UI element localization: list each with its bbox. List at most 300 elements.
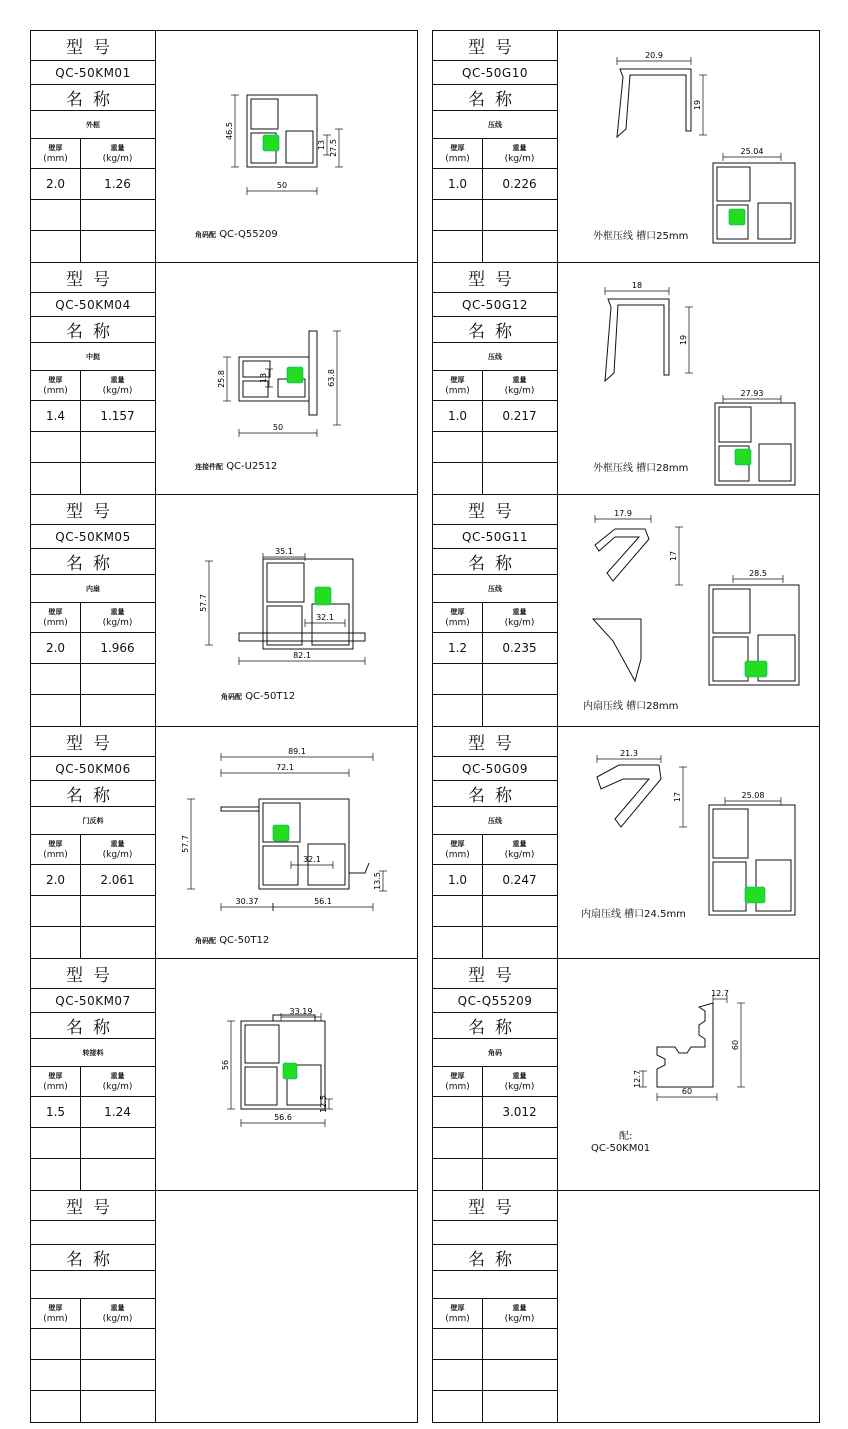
empty-cell: [482, 1128, 557, 1158]
profile-svg: [155, 959, 419, 1191]
value-row: [31, 865, 155, 896]
product-card: [30, 494, 418, 727]
weight-header: [80, 139, 155, 168]
kgm-unit: (kg/m): [102, 617, 133, 628]
note-part-number: 外框压线 槽口25mm: [593, 231, 689, 242]
product-card: [432, 1190, 820, 1423]
model-heading: 型号: [31, 263, 155, 293]
note-prefix: 连接件配: [195, 463, 223, 471]
dimension-label: 56.6: [274, 1113, 292, 1122]
product-card: [30, 30, 418, 263]
dimension-label: 60: [681, 1087, 693, 1096]
empty-cell: [80, 1391, 155, 1422]
weight-label: 重量: [110, 839, 125, 848]
profile-outline: [756, 860, 791, 911]
weight-header: [482, 1067, 557, 1096]
fitting-note: [593, 459, 688, 474]
empty-cell: [31, 432, 81, 462]
empty-cell: [433, 200, 483, 230]
thickness-header: [433, 139, 483, 168]
empty-cell: [433, 432, 483, 462]
mm-unit: (mm): [445, 385, 470, 396]
profile-drawing: [155, 727, 417, 958]
weight-label: 重量: [512, 607, 527, 616]
dimension-label: 32.1: [303, 855, 321, 864]
model-number: QC-50G11: [433, 525, 557, 549]
profile-svg: [155, 1191, 419, 1423]
profile-outline: [759, 444, 791, 481]
empty-cell: [433, 1128, 483, 1158]
spec-table: [31, 727, 156, 958]
product-name: 压线: [433, 575, 557, 603]
gasket-mark: [745, 887, 765, 903]
empty-row: [433, 927, 557, 958]
value-row: [31, 1097, 155, 1128]
column-headers: [31, 371, 155, 401]
empty-row: [433, 1391, 557, 1422]
empty-cell: [80, 896, 155, 926]
name-heading: 名称: [433, 781, 557, 807]
empty-row: [31, 1128, 155, 1159]
empty-cell: [482, 927, 557, 958]
gasket-mark: [287, 367, 303, 383]
fitting-note: [195, 461, 277, 472]
product-card: [30, 958, 418, 1191]
empty-cell: [80, 1128, 155, 1158]
profile-svg: [557, 495, 821, 727]
product-card: [30, 726, 418, 959]
product-name: [31, 1271, 155, 1299]
dimension-label: 25.8: [217, 370, 226, 388]
model-heading: 型号: [433, 1191, 557, 1221]
empty-cell: [31, 1128, 81, 1158]
model-heading: 型号: [31, 31, 155, 61]
note-prefix: 角码配: [195, 937, 216, 945]
thickness-value: 1.5: [31, 1097, 81, 1127]
dimension-label: 46.5: [225, 122, 234, 140]
dimension-label: 17: [673, 791, 682, 803]
empty-cell: [31, 1391, 81, 1422]
model-number: QC-Q55209: [433, 989, 557, 1013]
dimension-label: 13.5: [373, 872, 382, 890]
profile-drawing: [155, 31, 417, 262]
profile-svg: [557, 1191, 821, 1423]
profile-drawing: [557, 495, 819, 726]
empty-cell: [433, 1159, 483, 1190]
empty-row: [433, 1128, 557, 1159]
profile-outline: [713, 637, 748, 681]
model-heading: 型号: [433, 263, 557, 293]
empty-row: [31, 1391, 155, 1422]
weight-value: 1.24: [104, 1105, 131, 1119]
weight-value: 3.012: [502, 1105, 537, 1119]
name-heading: 名称: [31, 1013, 155, 1039]
dimension-label: 30.37: [235, 897, 259, 906]
weight-value: 1.966: [100, 641, 135, 655]
weight-label: 重量: [512, 1071, 527, 1080]
thickness-value: 2.0: [31, 169, 81, 199]
dimension-label: 19: [693, 99, 702, 111]
dimension-label: 13: [259, 372, 268, 384]
dimension-label: 21.3: [620, 749, 638, 758]
thickness-header: [433, 1299, 483, 1328]
mm-unit: (mm): [445, 849, 470, 860]
kgm-unit: (kg/m): [504, 1081, 535, 1092]
thickness-value: 2.0: [31, 865, 81, 895]
model-number: QC-50G12: [433, 293, 557, 317]
mm-unit: (mm): [43, 1313, 68, 1324]
empty-row: [31, 231, 155, 262]
empty-cell: [433, 927, 483, 958]
value-row: [31, 1329, 155, 1360]
thickness-label: 壁厚: [48, 839, 63, 848]
product-name: 内扇: [31, 575, 155, 603]
column-headers: [31, 835, 155, 865]
product-card: [30, 262, 418, 495]
empty-row: [31, 463, 155, 494]
model-heading: 型号: [433, 727, 557, 757]
fitting-note: [619, 1127, 632, 1142]
profile-drawing: [557, 1191, 819, 1422]
model-number: [433, 1221, 557, 1245]
column-headers: [433, 139, 557, 169]
profile-outline: [713, 589, 750, 633]
thickness-label: 壁厚: [48, 607, 63, 616]
thickness-value: [433, 1097, 483, 1127]
value-row: [31, 169, 155, 200]
profile-outline: [245, 1067, 277, 1105]
empty-cell: [482, 664, 557, 694]
mm-unit: (mm): [43, 153, 68, 164]
dimension-label: 18: [631, 281, 643, 290]
dimension-label: 50: [276, 181, 288, 190]
empty-cell: [433, 1360, 483, 1390]
profile-outline: [713, 809, 748, 858]
empty-row: [433, 463, 557, 494]
weight-value: 0.217: [502, 409, 537, 423]
name-heading: 名称: [31, 781, 155, 807]
weight-value: 0.226: [502, 177, 537, 191]
model-heading: 型号: [433, 959, 557, 989]
empty-cell: [433, 664, 483, 694]
profile-outline: [595, 529, 649, 581]
weight-label: 重量: [110, 143, 125, 152]
fitting-note: [195, 935, 269, 946]
empty-cell: [482, 1360, 557, 1390]
note-prefix: 角码配: [195, 231, 216, 239]
weight-label: 重量: [110, 607, 125, 616]
thickness-header: [433, 603, 483, 632]
profile-outline: [251, 99, 278, 129]
empty-cell: [31, 1159, 81, 1190]
dimension-label: 56.1: [314, 897, 332, 906]
product-card: [432, 494, 820, 727]
thickness-label: 壁厚: [48, 1303, 63, 1312]
dimension-label: 12.5: [319, 1095, 328, 1113]
empty-row: [433, 200, 557, 231]
weight-value: 0.247: [502, 873, 537, 887]
weight-header: [482, 139, 557, 168]
model-heading: 型号: [433, 495, 557, 525]
spec-table: [433, 263, 558, 494]
value-row: [433, 169, 557, 200]
model-number: QC-50KM07: [31, 989, 155, 1013]
profile-svg: [155, 727, 419, 959]
mm-unit: (mm): [445, 617, 470, 628]
empty-cell: [482, 200, 557, 230]
spec-table: [31, 31, 156, 262]
mm-unit: (mm): [445, 1081, 470, 1092]
profile-outline: [758, 203, 791, 239]
empty-row: [433, 231, 557, 262]
dimension-label: 89.1: [288, 747, 306, 756]
weight-label: 重量: [110, 1071, 125, 1080]
profile-outline: [717, 167, 750, 201]
model-number: QC-50KM04: [31, 293, 155, 317]
gasket-mark: [273, 825, 289, 841]
thickness-label: 壁厚: [48, 1071, 63, 1080]
empty-cell: [80, 1159, 155, 1190]
kgm-unit: (kg/m): [504, 617, 535, 628]
dimension-label: 19: [679, 334, 688, 346]
mm-unit: (mm): [43, 1081, 68, 1092]
profile-drawing: [155, 959, 417, 1190]
column-headers: [31, 139, 155, 169]
dimension-label: 27.5: [329, 139, 338, 157]
column-headers: [31, 603, 155, 633]
profile-drawing: [557, 263, 819, 494]
note-part-number: QC-Q55209: [219, 229, 278, 240]
weight-header: [80, 371, 155, 400]
empty-cell: [80, 463, 155, 494]
thickness-value: [433, 1329, 483, 1359]
spec-table: [433, 31, 558, 262]
model-heading: 型号: [31, 495, 155, 525]
thickness-label: 壁厚: [450, 839, 465, 848]
fitting-note: [591, 1143, 650, 1154]
empty-cell: [31, 664, 81, 694]
note-part-number: QC-50T12: [219, 935, 270, 946]
thickness-header: [31, 371, 81, 400]
dimension-label: 63.8: [327, 369, 336, 387]
value-row: [31, 633, 155, 664]
gasket-mark: [745, 661, 767, 677]
empty-row: [31, 1360, 155, 1391]
profile-outline: [657, 1003, 713, 1087]
empty-row: [31, 664, 155, 695]
empty-cell: [482, 1391, 557, 1422]
profile-outline: [349, 863, 369, 873]
empty-cell: [80, 200, 155, 230]
dimension-label: 50: [272, 423, 284, 432]
model-number: QC-50KM05: [31, 525, 155, 549]
weight-label: 重量: [512, 143, 527, 152]
empty-cell: [433, 695, 483, 726]
spec-table: [31, 1191, 156, 1422]
note-part-number: QC-50T12: [245, 691, 296, 702]
name-heading: 名称: [433, 1013, 557, 1039]
thickness-label: 壁厚: [48, 375, 63, 384]
weight-value: 2.061: [100, 873, 135, 887]
product-card: [30, 1190, 418, 1423]
empty-row: [433, 432, 557, 463]
profile-svg: [557, 959, 821, 1191]
note-part-number: 外框压线 槽口28mm: [593, 463, 689, 474]
thickness-label: 壁厚: [450, 1303, 465, 1312]
thickness-label: 壁厚: [48, 143, 63, 152]
weight-header: [482, 1299, 557, 1328]
weight-label: 重量: [110, 375, 125, 384]
product-card: [432, 30, 820, 263]
dimension-label: 25.08: [741, 791, 765, 800]
empty-cell: [80, 664, 155, 694]
empty-cell: [31, 200, 81, 230]
profile-outline: [593, 619, 641, 681]
model-number: QC-50KM06: [31, 757, 155, 781]
empty-cell: [31, 927, 81, 958]
product-name: 外框: [31, 111, 155, 139]
column-headers: [433, 1067, 557, 1097]
model-number: QC-50G10: [433, 61, 557, 85]
fitting-note: [583, 697, 678, 712]
value-row: [433, 1097, 557, 1128]
dimension-label: 35.1: [275, 547, 293, 556]
profile-drawing: [155, 1191, 417, 1422]
note-part-number: 内扇压线 槽口28mm: [583, 701, 679, 712]
weight-label: 重量: [110, 1303, 125, 1312]
spec-table: [433, 959, 558, 1190]
gasket-mark: [735, 449, 751, 465]
note-part-number: QC-U2512: [226, 461, 278, 472]
value-row: [31, 401, 155, 432]
name-heading: 名称: [31, 549, 155, 575]
weight-header: [80, 603, 155, 632]
dimension-label: 25.04: [740, 147, 764, 156]
thickness-header: [31, 603, 81, 632]
model-number: QC-50G09: [433, 757, 557, 781]
profile-outline: [617, 69, 691, 137]
weight-value: [482, 1329, 557, 1359]
empty-cell: [31, 1360, 81, 1390]
product-name: 压线: [433, 343, 557, 371]
empty-row: [31, 695, 155, 726]
product-name: 转接料: [31, 1039, 155, 1067]
thickness-value: 1.4: [31, 401, 81, 431]
empty-row: [433, 896, 557, 927]
weight-value: [80, 1329, 155, 1359]
empty-cell: [80, 231, 155, 262]
empty-row: [31, 1159, 155, 1190]
product-name: [433, 1271, 557, 1299]
profile-drawing: [557, 727, 819, 958]
column-headers: [31, 1067, 155, 1097]
note-part-number: 配:: [619, 1131, 633, 1142]
note-part-number: 内扇压线 槽口24.5mm: [581, 909, 686, 920]
thickness-label: 壁厚: [450, 1071, 465, 1080]
spec-table: [433, 495, 558, 726]
weight-header: [80, 1299, 155, 1328]
empty-row: [31, 927, 155, 958]
thickness-label: 壁厚: [450, 375, 465, 384]
profile-outline: [308, 844, 345, 885]
spec-table: [433, 1191, 558, 1422]
empty-cell: [433, 1391, 483, 1422]
fitting-note: [195, 229, 278, 240]
empty-row: [433, 1159, 557, 1190]
thickness-header: [433, 1067, 483, 1096]
column-headers: [433, 835, 557, 865]
dimension-label: 12.7: [711, 989, 729, 998]
weight-value: 0.235: [502, 641, 537, 655]
weight-header: [80, 835, 155, 864]
thickness-value: 1.0: [433, 401, 483, 431]
model-number: [31, 1221, 155, 1245]
product-card: [432, 958, 820, 1191]
dimension-label: 17: [669, 550, 678, 562]
empty-row: [433, 1360, 557, 1391]
thickness-header: [31, 835, 81, 864]
product-name: 压线: [433, 807, 557, 835]
dimension-label: 32.1: [316, 613, 334, 622]
kgm-unit: (kg/m): [102, 153, 133, 164]
empty-cell: [31, 231, 81, 262]
name-heading: 名称: [31, 85, 155, 111]
empty-cell: [433, 231, 483, 262]
profile-drawing: [557, 959, 819, 1190]
profile-outline: [267, 606, 302, 645]
column-headers: [433, 1299, 557, 1329]
kgm-unit: (kg/m): [102, 1313, 133, 1324]
empty-cell: [31, 695, 81, 726]
empty-cell: [433, 896, 483, 926]
product-name: 中挺: [31, 343, 155, 371]
profile-outline: [713, 862, 746, 911]
empty-cell: [482, 231, 557, 262]
empty-row: [31, 432, 155, 463]
mm-unit: (mm): [43, 849, 68, 860]
dimension-label: 57.7: [181, 835, 190, 853]
name-heading: 名称: [31, 1245, 155, 1271]
dimension-label: 72.1: [276, 763, 294, 772]
profile-outline: [309, 331, 317, 415]
profile-outline: [221, 807, 259, 811]
empty-cell: [80, 927, 155, 958]
empty-cell: [482, 896, 557, 926]
product-card: [432, 726, 820, 959]
value-row: [433, 1329, 557, 1360]
name-heading: 名称: [433, 317, 557, 343]
column-headers: [433, 603, 557, 633]
dimension-label: 33.19: [289, 1007, 313, 1016]
dimension-label: 20.9: [645, 51, 663, 60]
mm-unit: (mm): [445, 153, 470, 164]
note-part-number: QC-50KM01: [591, 1143, 651, 1154]
weight-label: 重量: [512, 839, 527, 848]
gasket-mark: [729, 209, 745, 225]
spec-table: [31, 263, 156, 494]
profile-svg: [557, 727, 821, 959]
empty-cell: [80, 695, 155, 726]
model-heading: 型号: [31, 959, 155, 989]
fitting-note: [593, 227, 688, 242]
weight-value: 1.26: [104, 177, 131, 191]
gasket-mark: [315, 587, 331, 605]
dimension-label: 12.7: [633, 1070, 642, 1088]
gasket-mark: [263, 135, 279, 151]
weight-value: 1.157: [100, 409, 135, 423]
kgm-unit: (kg/m): [504, 849, 535, 860]
empty-cell: [31, 896, 81, 926]
